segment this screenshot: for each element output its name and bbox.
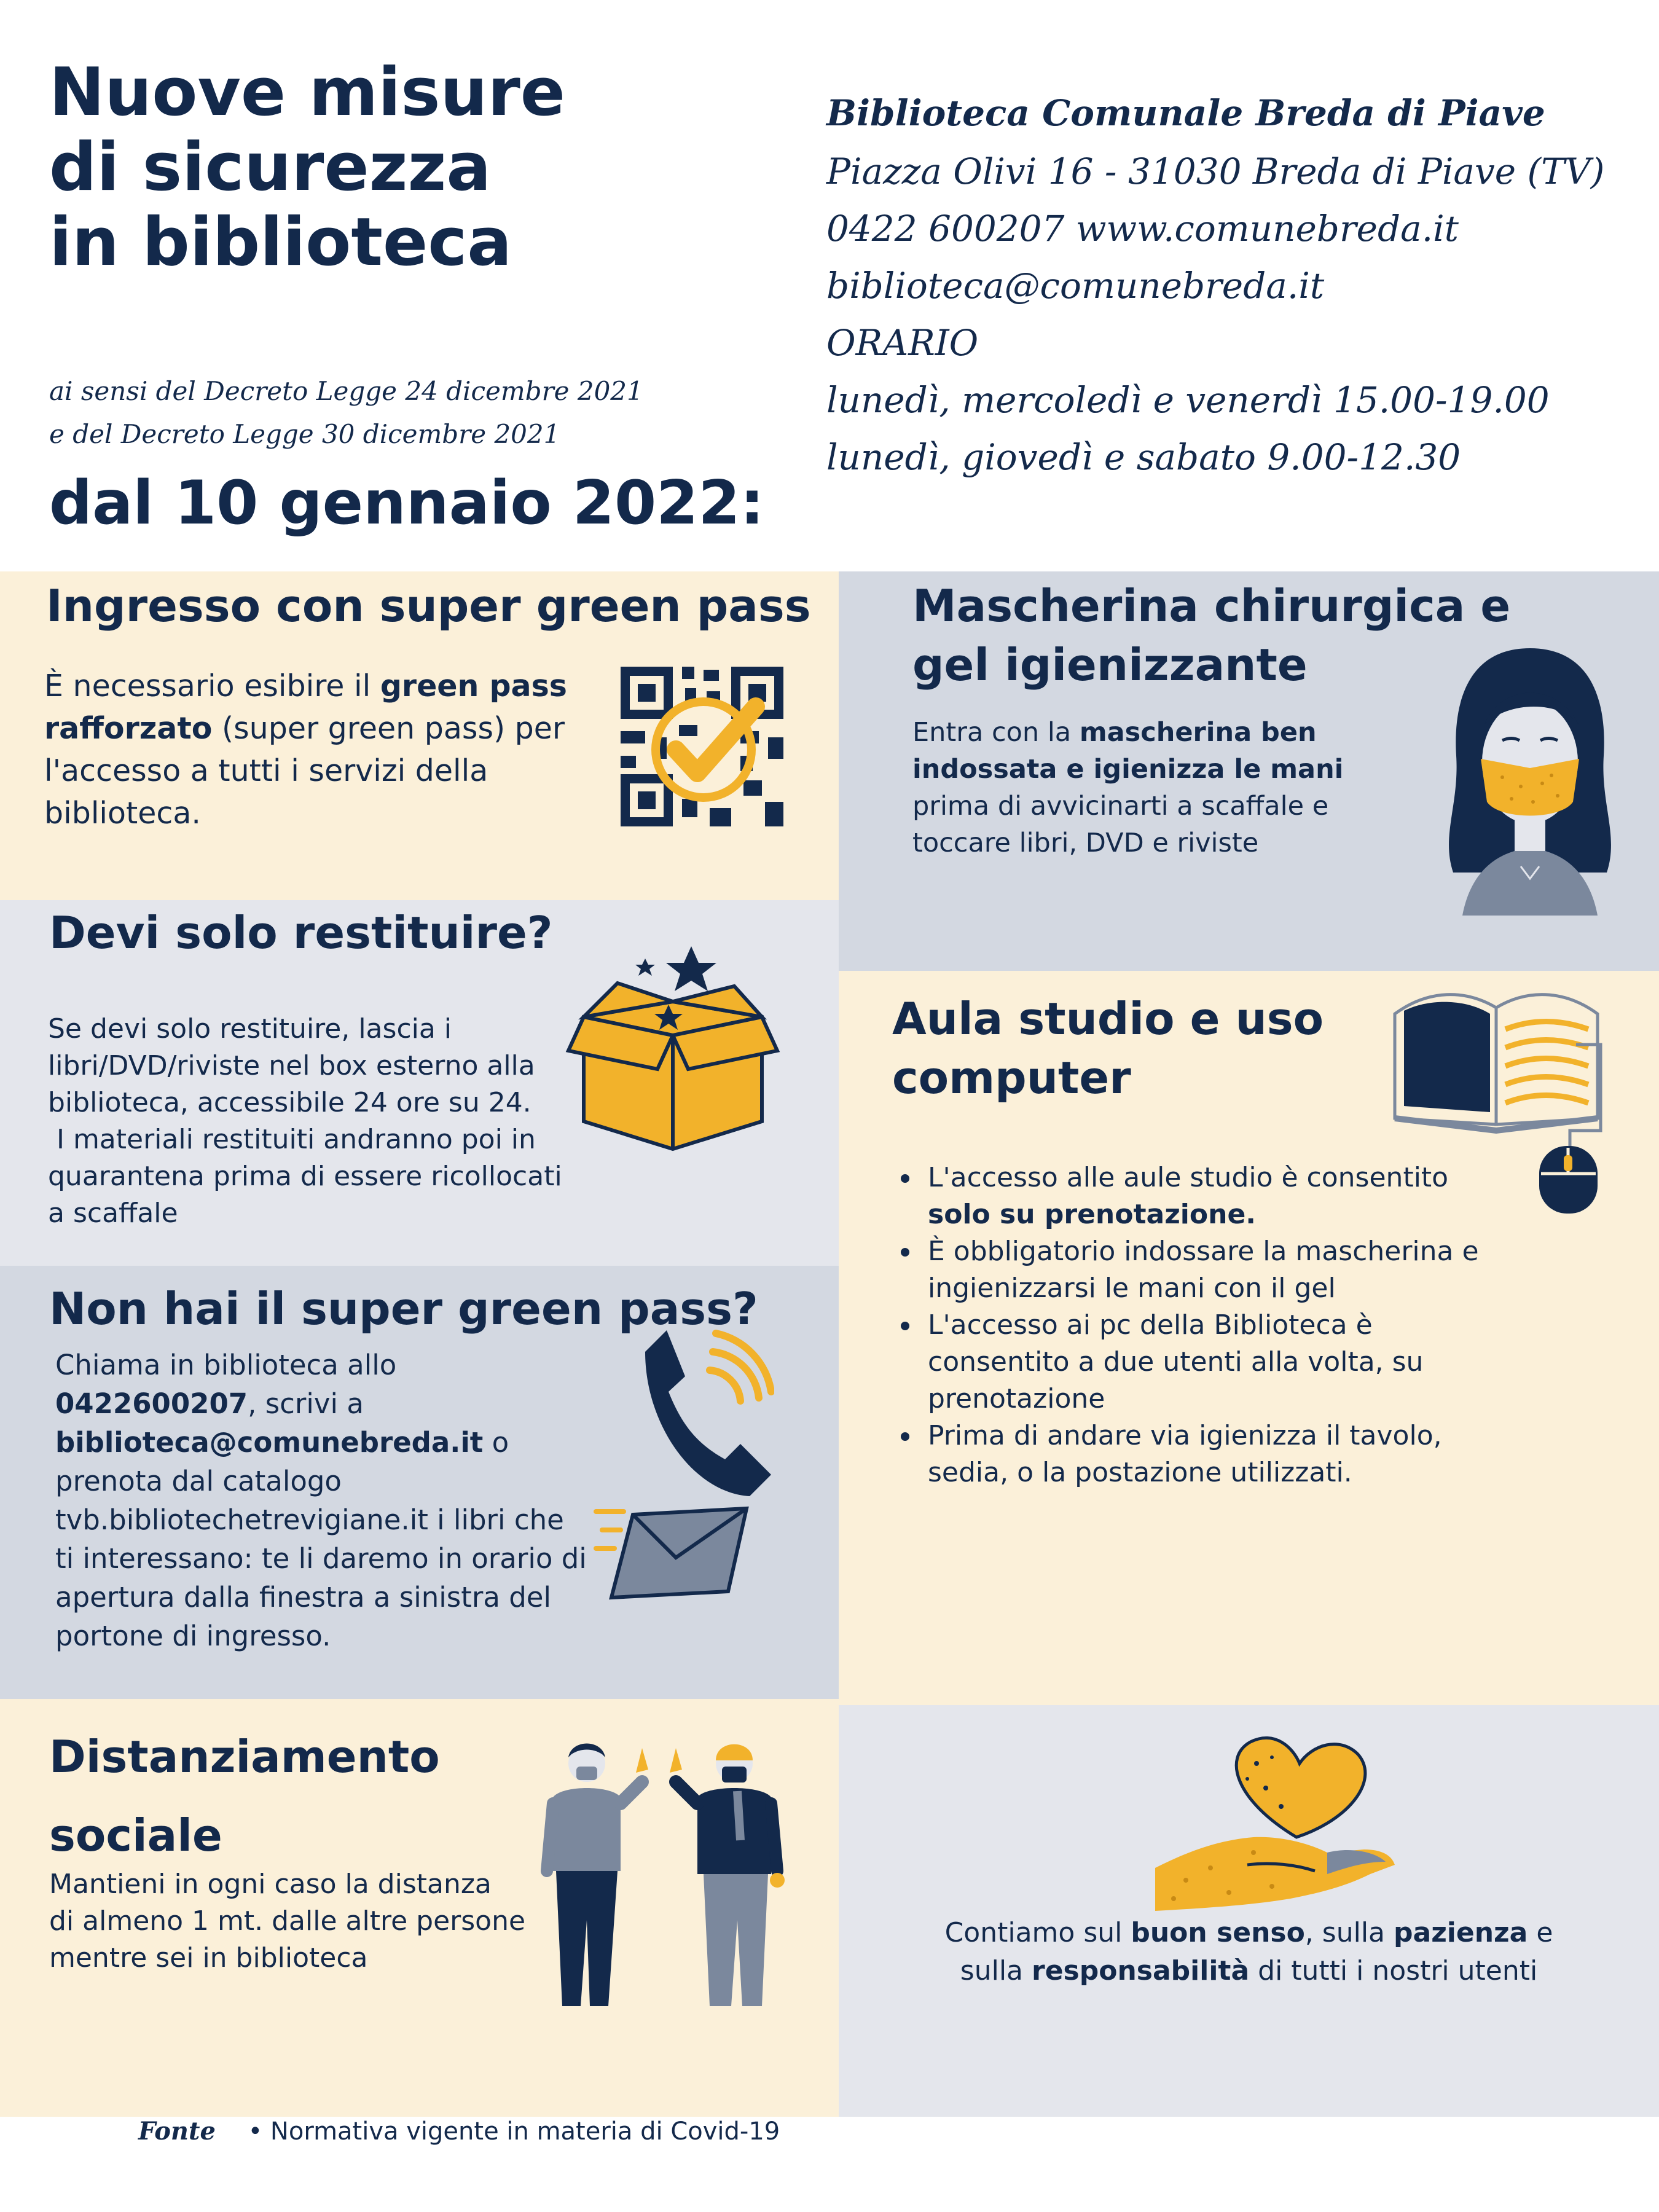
returns-text: Se devi solo restituire, lascia i libri/DVD/riviste nel box esterno alla biblioteca, accessibile 24 ore su 24. I materiali restituiti andranno poi in quarantena prima di essere ricollocati a scaffale (48, 1013, 562, 1229)
green-pass-title: Ingresso con super green pass (46, 580, 811, 632)
study-rules-list (891, 1159, 1518, 1491)
trust-text: Contiamo sul buon senso, sulla pazienza e sulla responsabilità di tutti i nostri utenti (944, 1917, 1553, 1986)
library-email: biblioteca@comunebreda.it (826, 265, 1325, 307)
distance-panel (0, 1699, 839, 2117)
library-contacts: 0422 600207 www.comunebreda.it (826, 208, 1459, 249)
no-pass-title: Non hai il super green pass? (49, 1283, 758, 1335)
two-people-icon (528, 1736, 786, 2018)
hours-line-1: lunedì, mercoledì e venerdì 15.00-19.00 (826, 379, 1550, 421)
envelope-icon (590, 1499, 750, 1604)
mask-text: Entra con la mascherina ben indossata e igienizza le mani prima di avvicinarti a scaffale e toccare libri, DVD e riviste (912, 717, 1344, 858)
decree-line-2: e del Decreto Legge 30 dicembre 2021 (49, 419, 560, 449)
green-pass-text: È necessario esibire il green pass rafforzato (super green pass) per l'accesso a tutti i servizi della biblioteca. (44, 669, 567, 831)
title-line-2: di sicurezza (49, 129, 492, 206)
phone-icon (639, 1327, 774, 1499)
box-stars-icon (565, 943, 780, 1155)
returns-title: Devi solo restituire? (49, 907, 553, 959)
hours-label: ORARIO (826, 322, 979, 364)
library-address: Piazza Olivi 16 - 31030 Breda di Piave (TV) (826, 151, 1605, 192)
study-panel (839, 971, 1659, 1705)
no-pass-panel (0, 1266, 839, 1699)
source-footer (138, 2117, 780, 2146)
library-name: Biblioteca Comunale Breda di Piave (826, 92, 1545, 134)
mask-panel (839, 571, 1659, 971)
returns-panel (0, 900, 839, 1266)
study-title: Aula studio e uso computer (892, 993, 1324, 1104)
hours-line-2: lunedì, giovedì e sabato 9.00-12.30 (826, 436, 1461, 478)
mask-title: Mascherina chirurgica e gel igienizzante (912, 580, 1511, 691)
title-line-1: Nuove misure (49, 54, 565, 131)
effective-date: dal 10 gennaio 2022: (49, 468, 764, 538)
woman-mask-icon (1429, 633, 1631, 916)
heart-hand-icon (1149, 1720, 1407, 1923)
list-item: L'accesso alle aule studio è consentito solo su prenotazione. (891, 1159, 1518, 1233)
list-item: Prima di andare via igienizza il tavolo, sedia, o la postazione utilizzati. (891, 1418, 1518, 1491)
qr-code-icon (618, 664, 786, 830)
distance-title: Distanziamento sociale (49, 1731, 440, 1861)
title-line-3: in biblioteca (49, 204, 512, 281)
decree-line-1: ai sensi del Decreto Legge 24 dicembre 2021 (49, 376, 643, 406)
green-pass-panel (0, 571, 839, 900)
page-title (49, 55, 786, 280)
list-item: L'accesso ai pc della Biblioteca è consentito a due utenti alla volta, su prenotazione (891, 1307, 1518, 1418)
source-text: • Normativa vigente in materia di Covid-19 (248, 2117, 780, 2146)
source-label: Fonte (138, 2117, 216, 2146)
distance-text: Mantieni in ogni caso la distanza di almeno 1 mt. dalle altre persone mentre sei in biblioteca (49, 1869, 526, 1974)
trust-panel (839, 1705, 1659, 2117)
no-pass-text: Chiama in biblioteca allo 0422600207, scrivi a biblioteca@comunebreda.it o prenota dal catalogo tvb.bibliotechetrevigiane.it i libri che ti interessano: te li daremo in orario di apertura dalla finestra a sinistra del portone di ingresso. (55, 1349, 587, 1652)
list-item: È obbligatorio indossare la mascherina e ingienizzarsi le mani con il gel (891, 1233, 1518, 1307)
